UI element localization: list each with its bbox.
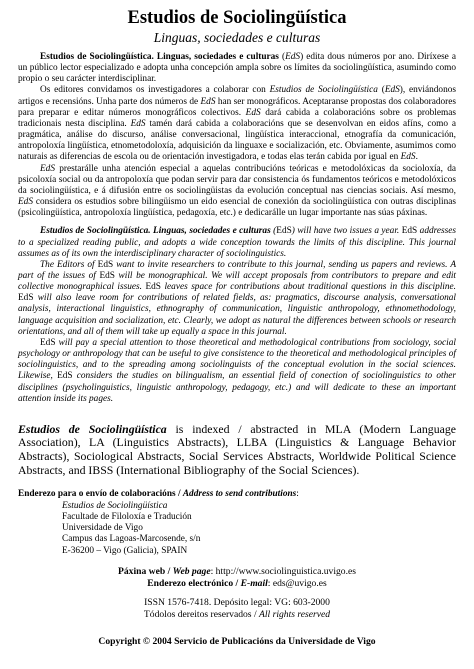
address-line: Universidade de Vigo (62, 523, 143, 534)
email-link[interactable]: eds@uvigo.es (272, 577, 327, 589)
postal-address (62, 501, 456, 557)
address-line: Estudios de Sociolingüística (62, 500, 168, 511)
journal-title: Estudios de Sociolingüística (127, 8, 347, 28)
web-url-link[interactable]: http://www.sociolinguistica.uvigo.es (215, 566, 356, 577)
eds-abbrev: EdS (285, 52, 301, 62)
rights-line: Tódolos dereitos reservados / All rights reserved (143, 608, 331, 620)
issn-line: ISSN 1576-7418. Depósito legal: VG: 603-2000 (144, 597, 330, 609)
english-paragraph-1: Estudios de Sociolingüística. Linguas, sociedades e culturas (EdS) will have two issues a year. EdS addresses to a specialized reading public, and adopts a wide conception towards the limits of this discipline. This journal assumes as of its own the interdisciplinary character of sociolinguistics. (18, 226, 456, 259)
journal-name: Estudios de Sociolingüística. Linguas, sociedades e culturas (40, 52, 279, 62)
english-paragraph-2: The Editors of EdS want to invite researchers to contribute to this journal, sending us papers and reviews. A part of the issues of EdS will be monographical. We will accept proposals from contributors to prepare and edit collective monographical issues. EdS leaves space for contributions about traditional questions in this discipline. EdS will also leave room for contributions of related fields, as: pragmatics, discourse analysis, conversational analysis, interactional linguistics, ethnography of communication, linguistic anthropology, ethnomethodology, language acquisition and socialization, etc. Clearly, we adopt as natural the differences between schools or research orientations, and all of them will take up equally a space in this journal. (18, 259, 457, 337)
indexing-statement: Estudios de Sociolingüística is indexed / abstracted in MLA (Modern Language Association), LA (Linguistics Abstracts), LLBA (Linguistics & Language Behavior Abstracts), Sociological Abstracts, Social Services Abstracts, Worldwide Political Science Abstracts, and IBSS (International Bibliography of the Social Sciences). (18, 421, 456, 477)
galician-paragraph-3: EdS prestarálle unha atención especial a aquelas contribucións teóricas e metodolóxicas da socioloxía, da psicoloxía social ou da antropoloxía que podan servir para dar consistencia ós fundamentos teóricos e metodolóxicos da sociolingüística, e á difusión entre os sociolingüistas da evolución conceptual nas ciencias sociais. Así mesmo, EdS considera os estudios sobre bilingüismo un eido esencial de conexión da sociolingüística con outras disciplinas (psicolingüística, antropoloxía lingüística, pedagoxía, etc.) e dedicarálle un lugar importante nas súas páxinas. (18, 163, 456, 219)
galician-paragraph-1: Estudios de Sociolingüística. Linguas, sociedades e culturas (EdS) edita dous números por ano. Diríxese a un público lector especializado e adopta unha concepción ampla sobre os límites da sociolingüística, asumindo como propio o seu carácter interdisciplinar. (18, 52, 456, 85)
indexed-journal-name: Estudios de Sociolingüística (18, 421, 167, 436)
address-line: Campus das Lagoas-Marcosende, s/n (62, 534, 201, 545)
address-heading: Enderezo para o envío de colaboracións / Address to send contributions: (18, 489, 299, 500)
galician-paragraph-2: Os editores convidamos os investigadores a colaborar con Estudios de Sociolingüística (EdS), enviándonos artigos e recensións. Unha parte dos números de EdS han ser monográficos. Aceptaranse propostas dos colaboradores para preparar e editar números monográficos colectivos. EdS dará cabida a colaboracións sobre os problemas tradicionais nesta disciplina. EdS tamén dará cabida a colaboracións que se desenvolvan en eidos afíns, como a pragmática, análise do discurso, análise conversacional, lingüística interaccional, etnografía da comunicación, antropoloxía lingüística, etnometodoloxía, adquisición da linguaxe e socialización, etc. Obviamente, asumimos como naturais as diferencias de escola ou de orientación investigadora, e todas elas terán cabida por igual en EdS. (18, 85, 457, 163)
address-line: E-36200 – Vigo (Galicia), SPAIN (62, 545, 188, 556)
email-line: Enderezo electrónico / E-mail: eds@uvigo.es (147, 577, 327, 589)
web-page-line: Páxina web / Web page: http://www.sociolinguistica.uvigo.es (118, 566, 356, 577)
copyright-line: Copyright © 2004 Servicio de Publicacións da Universidade de Vigo (98, 636, 376, 648)
journal-subtitle: Linguas, sociedades e culturas (153, 30, 321, 45)
address-line: Facultade de Filoloxía e Tradución (62, 511, 192, 522)
english-paragraph-3: EdS will pay a special attention to those theoretical and methodological contributions from sociology, social psychology or anthropology that can be useful to give consistence to the theoretical and methodological principles of sociolinguistics, and to the spreading among sociolinguists of the conceptual evolution in the social sciences. Likewise, EdS considers the studies on bilingualism, an essential field of conection of sociolinguistics to other disciplines (psycholinguistics, linguistic anthropology, pedagogy, etc.) and will dedicate to these an important attention inside its pages. (18, 337, 456, 404)
